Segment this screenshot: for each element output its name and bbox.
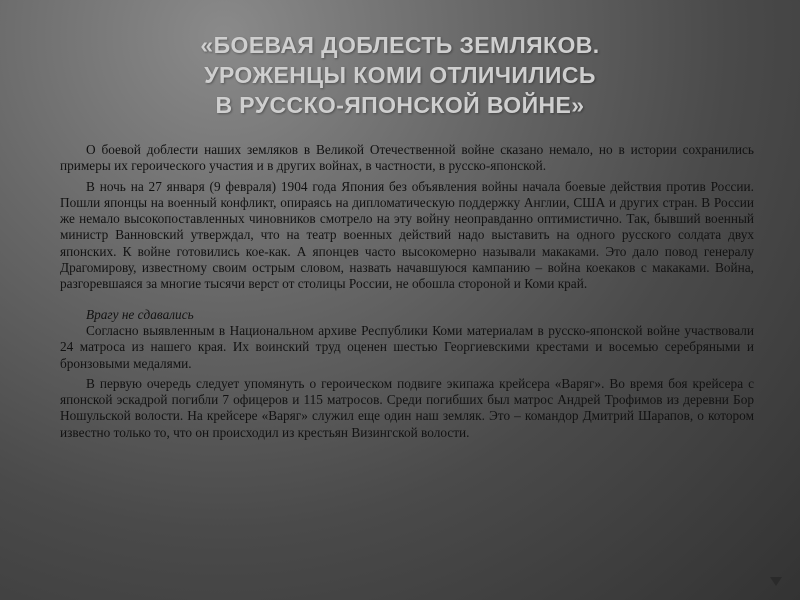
paragraph-intro: О боевой доблести наших земляков в Великой Отечественной войне сказано немало, но в истории сохранились примеры их героического участия и в других войнах, в частности, в русско-японской.: [60, 142, 754, 174]
paragraph-varyag: В первую очередь следует упомянуть о героическом подвиге экипажа крейсера «Варяг». Во время боя крейсера с японской эскадрой погибли 7 офицеров и 115 матросов. Среди погибших был матрос Андрей Трофимов из деревни Бор Ношульской волости. На крейсере «Варяг» служил еще один наш земляк. Это – командор Дмитрий Шарапов, о котором известно только то, что он происходил из крестьян Визингской волости.: [60, 375, 754, 440]
triangle-down-icon: [770, 577, 782, 586]
section-subheading: Врагу не сдавались: [86, 306, 194, 322]
slide-title-line-2: УРОЖЕНЦЫ КОМИ ОТЛИЧИЛИСЬ: [204, 62, 596, 88]
slide-title-line-3: В РУССКО-ЯПОНСКОЙ ВОЙНЕ»: [215, 92, 585, 118]
paragraph-archive: Согласно выявленным в Национальном архиве Республики Коми материалам в русско-японской войне участвовали 24 матроса из нашего края. Их воинский труд оценен шестью Георгиевскими крестами и восемью серебряными и бронзовыми медалями.: [60, 322, 754, 371]
slide-title: [60, 30, 740, 120]
slide-body: [60, 142, 754, 445]
slide-title-line-1: «БОЕВАЯ ДОБЛЕСТЬ ЗЕМЛЯКОВ.: [200, 32, 600, 58]
paragraph-war-start: В ночь на 27 января (9 февраля) 1904 года Япония без объявления войны начала боевые действия против России. Пошли японцы на военный конфликт, опираясь на дипломатическую поддержку Англии, США и других стран. В России же немало высокопоставленных чиновников смотрело на эту войну неоправданно оптимистично. Так, бывший военный министр Ванновский утверждал, что на театр военных действий надо выставить на одного русского солдата двух японских. К войне готовились кое-как. А японцев часто высокомерно называли макаками. Это дало повод генералу Драгомирову, известному своим острым словом, назвать начавшуюся кампанию – война коекаков с макаками. Война, разгоревшаяся за многие тысячи верст от столицы России, не обошла стороной и Коми край.: [60, 178, 754, 292]
